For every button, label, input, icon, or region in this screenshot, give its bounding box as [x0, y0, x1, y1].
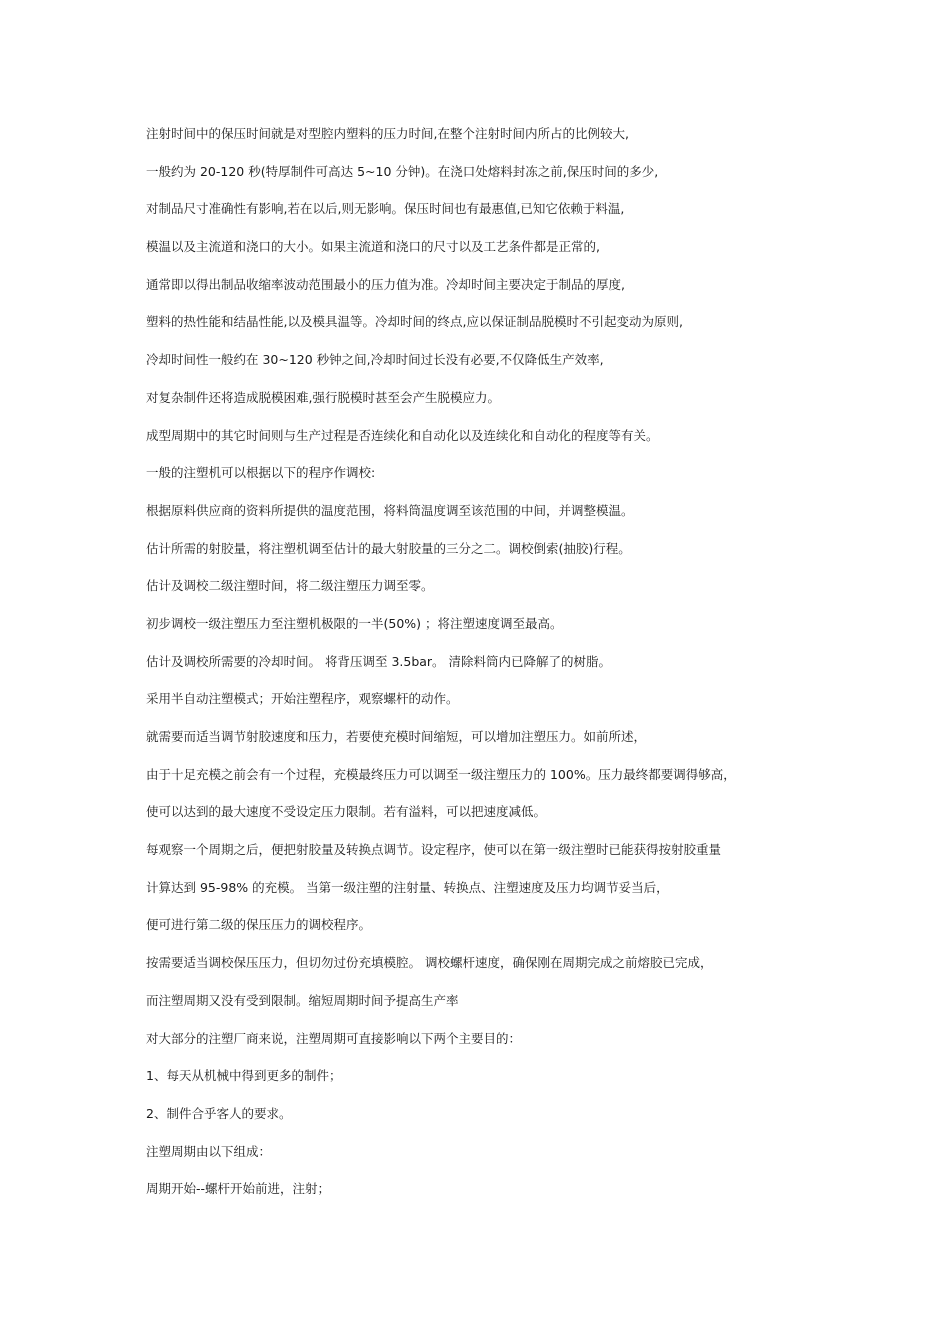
text-line: 使可以达到的最大速度不受设定压力限制。若有溢料，可以把速度减低。	[146, 804, 547, 820]
text-line: 就需要而适当调节射胶速度和压力，若要使充模时间缩短，可以增加注塑压力。如前所述，	[146, 729, 647, 744]
text-line: 每观察一个周期之后，便把射胶量及转换点调节。设定程序，使可以在第一级注塑时已能获得按射胶重量	[146, 842, 722, 858]
text-line: 2、制件合乎客人的要求。	[146, 1105, 292, 1121]
text-line: 估计及调校二级注塑时间，将二级注塑压力调至零。	[146, 578, 434, 594]
text-line: 便可进行第二级的保压压力的调校程序。	[146, 917, 372, 933]
document-body	[146, 126, 806, 1219]
text-line: 周期开始--螺杆开始前进，注射；	[146, 1181, 331, 1197]
text-line: 通常即以得出制品收缩率波动范围最小的压力值为准。冷却时间主要决定于制品的厚度,	[146, 276, 625, 292]
text-line: 注塑周期由以下组成：	[146, 1143, 272, 1159]
text-line: 计算达到 95-98% 的充模。 当第一级注塑的注射量、转换点、注塑速度及压力均调节妥当后，	[146, 879, 669, 895]
text-line: 估计及调校所需要的冷却时间。 将背压调至 3.5bar。 清除料筒内已降解了的树脂。	[146, 653, 612, 669]
text-line: 冷却时间性一般约在 30~120 秒钟之间,冷却时间过长没有必要,不仅降低生产效率,	[146, 352, 604, 368]
text-line: 由于十足充模之前会有一个过程，充模最终压力可以调至一级注塑压力的 100%。压力最终都要调得够高，	[146, 766, 736, 782]
text-line: 注射时间中的保压时间就是对型腔内塑料的压力时间,在整个注射时间内所占的比例较大,	[146, 126, 629, 141]
text-line: 初步调校一级注塑压力至注塑机极限的一半(50%) ；将注塑速度调至最高。	[146, 615, 563, 631]
text-line: 塑料的热性能和结晶性能,以及模具温等。冷却时间的终点,应以保证制品脱模时不引起变动为原则,	[146, 314, 683, 330]
text-line: 1、每天从机械中得到更多的制件；	[146, 1068, 342, 1084]
text-line: 对大部分的注塑厂商来说，注塑周期可直接影响以下两个主要目的：	[146, 1030, 522, 1046]
text-line: 一般的注塑机可以根据以下的程序作调校:	[146, 465, 376, 481]
text-line: 模温以及主流道和浇口的大小。如果主流道和浇口的尺寸以及工艺条件都是正常的,	[146, 239, 600, 255]
text-line: 估计所需的射胶量，将注塑机调至估计的最大射胶量的三分之二。调校倒索(抽胶)行程。	[146, 540, 631, 556]
text-line: 一般约为 20-120 秒(特厚制件可高达 5~10 分钟)。在浇口处熔料封冻之前,保压时间的多少,	[146, 163, 659, 179]
text-line: 成型周期中的其它时间则与生产过程是否连续化和自动化以及连续化和自动化的程度等有关。	[146, 427, 659, 443]
text-line: 根据原料供应商的资料所提供的温度范围，将料筒温度调至该范围的中间，并调整模温。	[146, 502, 634, 518]
text-line: 按需要适当调校保压压力，但切勿过份充填模腔。 调校螺杆速度，确保刚在周期完成之前熔胶已完成，	[146, 955, 713, 971]
text-line: 对制品尺寸准确性有影响,若在以后,则无影响。保压时间也有最惠值,已知它依赖于料温,	[146, 201, 625, 217]
text-line: 而注塑周期又没有受到限制。缩短周期时间予提高生产率	[146, 992, 459, 1008]
text-line: 采用半自动注塑模式；开始注塑程序，观察螺杆的动作。	[146, 691, 459, 707]
text-line: 对复杂制件还将造成脱模困难,强行脱模时甚至会产生脱模应力。	[146, 389, 500, 405]
